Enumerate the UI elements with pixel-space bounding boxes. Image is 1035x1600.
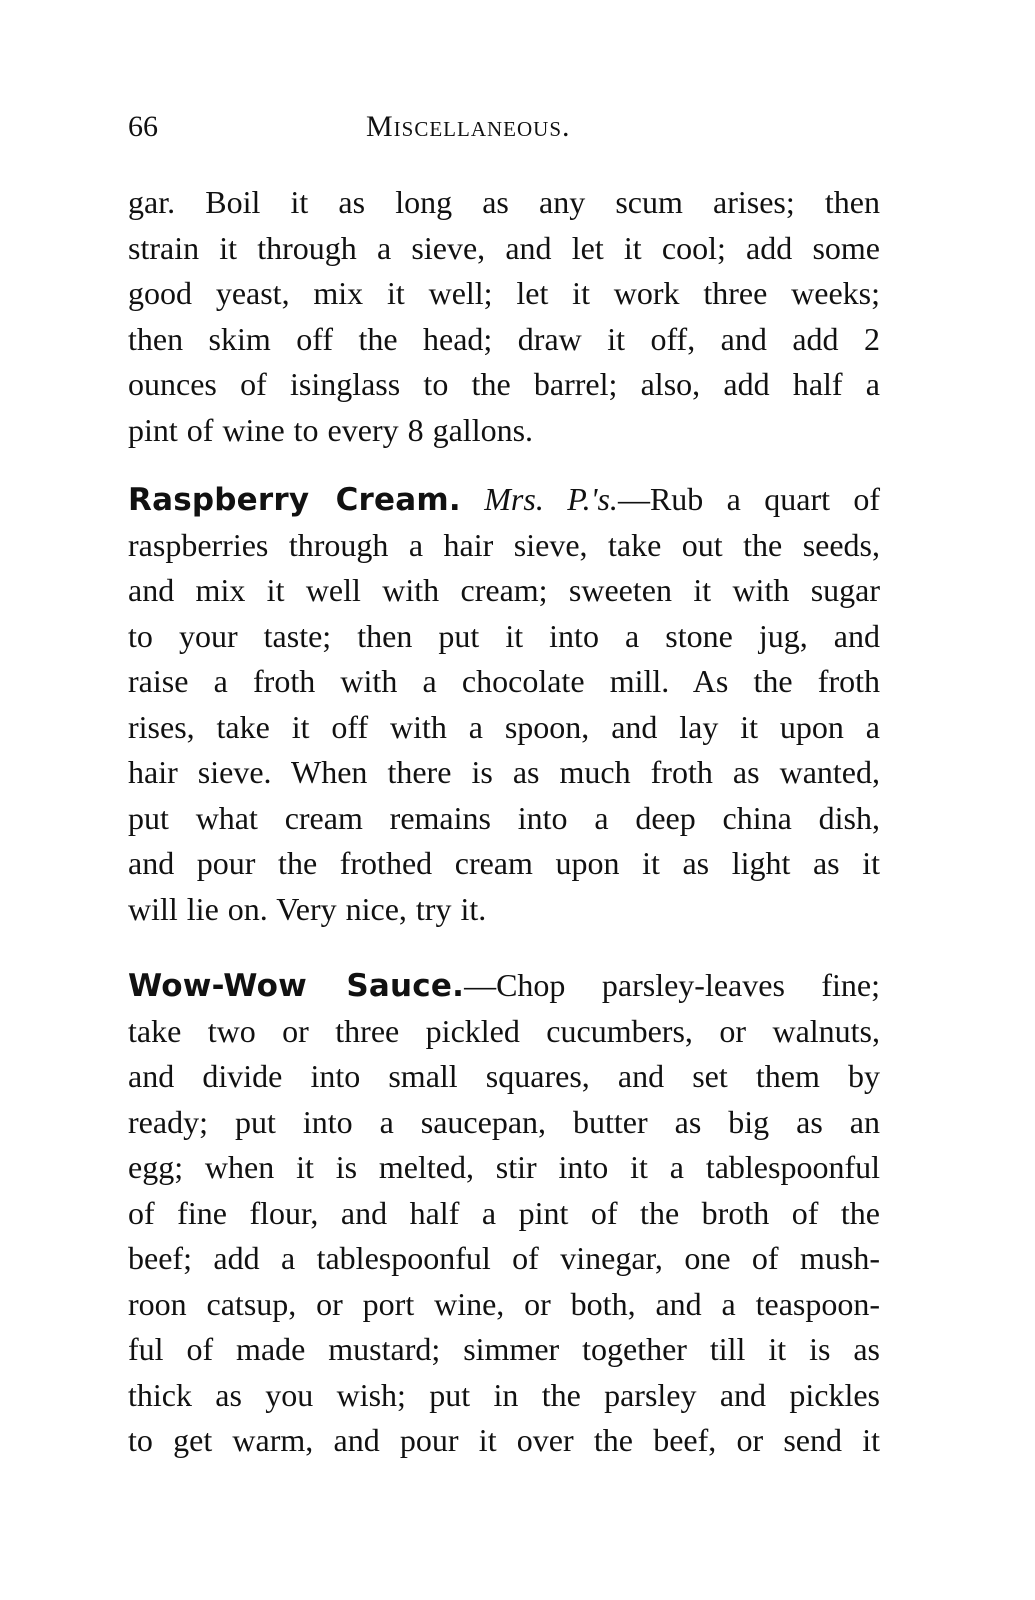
text-line: raspberries through a hair sieve, take out the seeds, (128, 526, 880, 563)
text-line: good yeast, mix it well; let it work three weeks; (128, 275, 880, 311)
text-line: and divide into small squares, and set them by (128, 1058, 880, 1094)
running-head (128, 102, 880, 152)
recipe-attribution: Mrs. P.'s. (484, 481, 618, 517)
text-line: to get warm, and pour it over the beef, or send it (128, 1422, 880, 1458)
recipe-wow-wow-sauce (128, 963, 880, 1464)
text-line-rest: —Chop parsley-leaves fine; (464, 967, 881, 1003)
text-line: ounces of isinglass to the barrel; also, add half a (128, 366, 880, 402)
text-line: ful of made mustard; simmer together till it is as (128, 1331, 880, 1367)
text-line: thick as you wish; put in the parsley and pickles (128, 1376, 880, 1413)
recipe-first-line (128, 477, 880, 523)
text-line: and mix it well with cream; sweeten it with sugar (128, 572, 880, 608)
text-line: beef; add a tablespoonful of vinegar, one of mush- (128, 1240, 880, 1276)
continued-paragraph (128, 180, 880, 453)
text-line: put what cream remains into a deep china dish, (128, 799, 880, 836)
recipe-raspberry-cream (128, 477, 880, 932)
running-title: Miscellaneous. (366, 110, 571, 143)
text-line: strain it through a sieve, and let it cool; add some (128, 229, 880, 266)
text-line: hair sieve. When there is as much froth as wanted, (128, 754, 880, 790)
text-line: rises, take it off with a spoon, and lay it upon a (128, 708, 880, 745)
text-line: pint of wine to every 8 gallons. (128, 411, 534, 448)
text-line: roon catsup, or port wine, or both, and a teaspoon- (128, 1285, 880, 1322)
text-line: egg; when it is melted, stir into it a tablespoonful (128, 1149, 880, 1185)
recipe-title: Wow-Wow Sauce. (128, 968, 465, 1004)
page-number: 66 (128, 110, 158, 143)
text-line: to your taste; then put it into a stone jug, and (128, 617, 880, 654)
text-line: will lie on. Very nice, try it. (128, 890, 487, 927)
recipe-title: Raspberry Cream. (128, 482, 461, 518)
recipe-first-line (128, 963, 880, 1009)
text-line: take two or three pickled cucumbers, or walnuts, (128, 1012, 880, 1049)
text-line: then skim off the head; draw it off, and add 2 (128, 320, 880, 357)
text-line: of fine flour, and half a pint of the broth of the (128, 1194, 880, 1231)
text-line: raise a froth with a chocolate mill. As the froth (128, 663, 880, 699)
text-line: and pour the frothed cream upon it as light as it (128, 845, 880, 881)
text-line: ready; put into a saucepan, butter as big as an (128, 1103, 880, 1140)
text-line: gar. Boil it as long as any scum arises; then (128, 184, 880, 220)
text-line-rest: —Rub a quart of (617, 481, 881, 517)
